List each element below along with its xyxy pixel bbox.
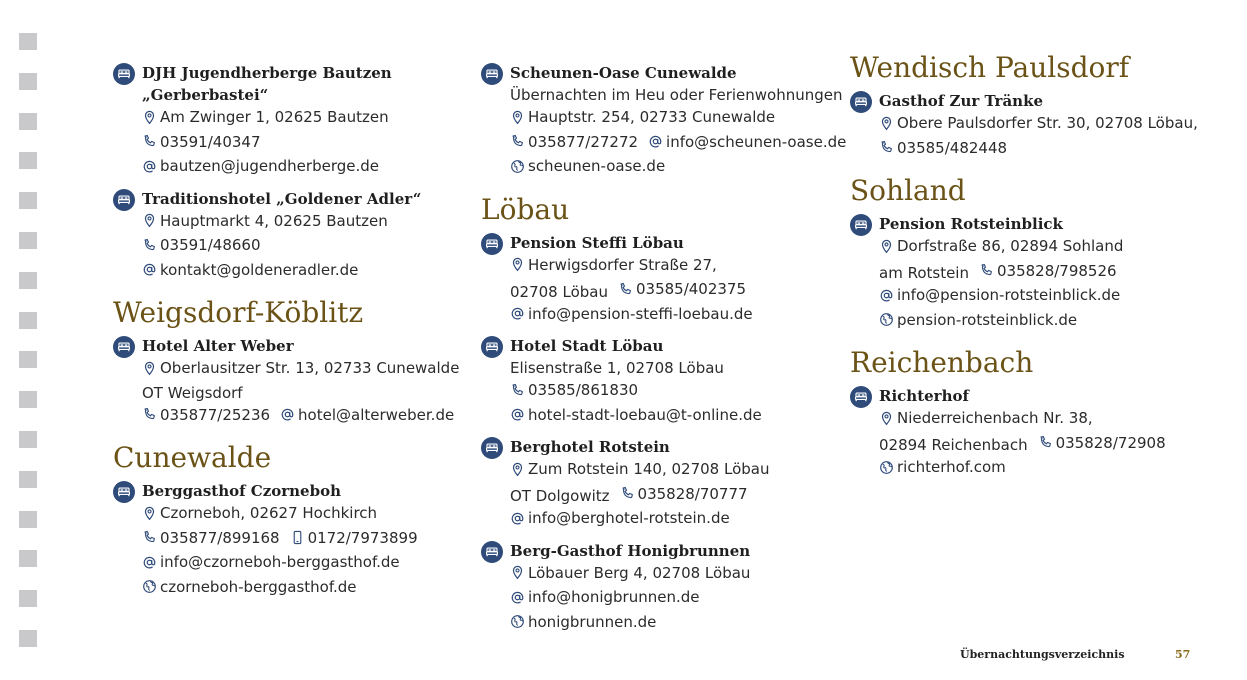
address-text: Am Zwinger 1, 02625 Bautzen xyxy=(160,108,389,126)
lodging-entry xyxy=(481,436,841,532)
address-text: Oberlausitzer Str. 13, 02733 Cunewalde xyxy=(160,359,460,377)
email-link[interactable]: info@pension-rotsteinblick.de xyxy=(897,286,1121,304)
region-heading: Weigsdorf-Köblitz xyxy=(113,296,364,329)
region-heading: Wendisch Paulsdorf xyxy=(850,51,1130,84)
globe-icon xyxy=(142,579,157,594)
contact-line xyxy=(510,404,841,429)
phone-number[interactable]: 035877/25236 xyxy=(160,405,271,424)
phone-number[interactable]: 035877/899168 xyxy=(160,528,280,547)
column-2 xyxy=(481,62,847,643)
binding-hole xyxy=(19,73,37,90)
lodging-name: Hotel Stadt Löbau xyxy=(510,337,664,355)
lodging-entry xyxy=(850,385,1210,481)
email-link[interactable]: hotel@alterweber.de xyxy=(298,405,455,424)
bed-icon xyxy=(113,63,135,85)
region-heading: Cunewalde xyxy=(113,441,272,474)
address-text: am Rotstein xyxy=(879,264,969,282)
binding-hole xyxy=(19,550,37,567)
contact-line xyxy=(142,527,463,552)
lodging-entry xyxy=(113,62,463,180)
bed-icon xyxy=(850,386,872,408)
email-link[interactable]: info@czorneboh-berggasthof.de xyxy=(160,553,400,571)
contact-line xyxy=(879,235,1210,260)
binding-hole xyxy=(19,471,37,488)
phone-number[interactable]: 03585/861830 xyxy=(528,381,639,399)
column-1 xyxy=(113,62,463,608)
contact-line xyxy=(510,303,841,328)
map-pin-icon xyxy=(879,411,894,426)
website-link[interactable]: richterhof.com xyxy=(897,458,1006,476)
binding-hole xyxy=(19,272,37,289)
phone-number[interactable]: 03591/48660 xyxy=(160,236,261,254)
phone-number[interactable]: 035828/72908 xyxy=(1055,433,1166,452)
contact-line xyxy=(142,210,463,235)
phone-number[interactable]: 03591/40347 xyxy=(160,132,261,151)
at-icon xyxy=(510,590,525,605)
lodging-entry xyxy=(113,335,463,428)
phone-icon xyxy=(142,134,157,149)
address-text: OT Weigsdorf xyxy=(142,383,243,402)
website-link[interactable]: honigbrunnen.de xyxy=(528,612,657,631)
address-text: Dorfstraße 86, 02894 Sohland xyxy=(897,237,1124,255)
bed-icon xyxy=(113,336,135,358)
contact-line xyxy=(879,432,1210,457)
lodging-name: Gasthof Zur Tränke xyxy=(879,92,1044,110)
phone-icon xyxy=(510,134,525,149)
mobile-number[interactable]: 0172/7973899 xyxy=(307,528,418,547)
address-text: Löbauer Berg 4, 02708 Löbau xyxy=(528,563,751,582)
contact-line xyxy=(142,131,463,156)
at-icon xyxy=(879,288,894,303)
contact-line xyxy=(510,458,841,483)
contact-line xyxy=(510,254,841,279)
map-pin-icon xyxy=(510,110,525,125)
phone-icon xyxy=(1038,435,1053,450)
contact-line xyxy=(510,611,841,636)
bed-icon xyxy=(481,437,503,459)
at-icon xyxy=(510,306,525,321)
contact-line xyxy=(879,260,1210,285)
bed-icon xyxy=(850,91,872,113)
binding-hole xyxy=(19,113,37,130)
phone-number[interactable]: 035828/70777 xyxy=(637,484,748,503)
contact-line xyxy=(510,131,847,156)
contact-line xyxy=(142,576,463,601)
lodging-entry xyxy=(481,540,841,636)
binding-hole xyxy=(19,232,37,249)
bed-icon xyxy=(113,481,135,503)
map-pin-icon xyxy=(142,361,157,376)
contact-line xyxy=(879,309,1210,334)
map-pin-icon xyxy=(879,239,894,254)
at-icon xyxy=(280,407,295,422)
bed-icon xyxy=(850,214,872,236)
contact-line xyxy=(510,84,841,106)
contact-line xyxy=(510,483,841,508)
contact-line xyxy=(879,137,1210,162)
lodging-name: Traditionshotel „Goldener Adler“ xyxy=(142,189,422,208)
lodging-name: Hotel Alter Weber xyxy=(142,337,294,355)
email-link[interactable]: info@pension-steffi-loebau.de xyxy=(528,304,753,323)
email-link[interactable]: info@berghotel-rotstein.de xyxy=(528,509,730,527)
contact-line xyxy=(142,551,463,576)
region-heading: Reichenbach xyxy=(850,346,1034,379)
at-icon xyxy=(142,159,157,174)
phone-icon xyxy=(979,263,994,278)
contact-line xyxy=(142,234,463,259)
contact-line xyxy=(142,404,463,429)
address-text: Übernachten im Heu oder Ferienwohnungen xyxy=(510,86,843,104)
binding-hole xyxy=(19,312,37,329)
lodging-name: Berg-Gasthof Honigbrunnen xyxy=(510,541,751,560)
contact-line xyxy=(510,278,841,303)
globe-icon xyxy=(879,312,894,327)
map-pin-icon xyxy=(142,213,157,228)
phone-number[interactable]: 03585/402375 xyxy=(635,280,747,298)
address-text: Elisenstraße 1, 02708 Löbau xyxy=(510,359,724,377)
phone-icon xyxy=(142,407,157,422)
address-text: 02894 Reichenbach xyxy=(879,436,1028,454)
email-link[interactable]: info@honigbrunnen.de xyxy=(528,588,700,606)
contact-line xyxy=(142,106,463,131)
bed-icon xyxy=(481,63,503,85)
contact-line xyxy=(879,284,1210,309)
phone-icon xyxy=(510,383,525,398)
lodging-name: Pension Steffi Löbau xyxy=(510,233,684,252)
phone-icon xyxy=(142,530,157,545)
globe-icon xyxy=(879,460,894,475)
address-text: Zum Rotstein 140, 02708 Löbau xyxy=(528,460,770,478)
bed-icon xyxy=(481,336,503,358)
column-3 xyxy=(850,50,1210,489)
binding-hole xyxy=(19,152,37,169)
phone-icon xyxy=(879,140,894,155)
email-link[interactable]: bautzen@jugendherberge.de xyxy=(160,157,379,175)
map-pin-icon xyxy=(510,462,525,477)
mobile-phone-icon xyxy=(290,530,305,545)
region-heading: Sohland xyxy=(850,174,966,207)
contact-line xyxy=(510,562,841,587)
binding-hole xyxy=(19,590,37,607)
page-number: 57 xyxy=(1175,648,1191,661)
address-text: Hauptstr. 254, 02733 Cunewalde xyxy=(528,108,776,126)
binding-hole xyxy=(19,511,37,528)
lodging-name: Berghotel Rotstein xyxy=(510,438,670,456)
email-link[interactable]: hotel-stadt-loebau@t-online.de xyxy=(528,405,762,424)
lodging-entry xyxy=(481,62,847,180)
binding-holes xyxy=(19,33,39,670)
binding-hole xyxy=(19,391,37,408)
region-heading: Löbau xyxy=(481,192,570,226)
phone-number[interactable]: 035877/27272 xyxy=(528,132,639,151)
lodging-entry xyxy=(113,480,463,600)
map-pin-icon xyxy=(879,116,894,131)
contact-line xyxy=(510,106,841,131)
phone-number[interactable]: 03585/482448 xyxy=(897,138,1008,157)
globe-icon xyxy=(510,614,525,629)
contact-line xyxy=(142,502,463,527)
footer-title: Übernachtungsverzeichnis xyxy=(960,648,1125,661)
lodging-entry xyxy=(113,188,463,284)
email-link[interactable]: kontakt@goldeneradler.de xyxy=(160,260,359,279)
binding-hole xyxy=(19,630,37,647)
at-icon xyxy=(510,407,525,422)
contact-line xyxy=(510,379,841,404)
phone-icon xyxy=(620,486,635,501)
phone-icon xyxy=(618,282,633,297)
at-icon xyxy=(142,262,157,277)
contact-line xyxy=(142,357,463,382)
contact-line xyxy=(879,456,1210,481)
globe-icon xyxy=(510,159,525,174)
contact-line xyxy=(142,259,463,284)
address-text: Hauptmarkt 4, 02625 Bautzen xyxy=(160,211,388,230)
contact-line xyxy=(510,507,841,532)
lodging-name: DJH Jugendherberge Bautzen xyxy=(142,64,392,82)
map-pin-icon xyxy=(510,565,525,580)
lodging-name: Berggasthof Czorneboh xyxy=(142,482,341,500)
lodging-entry xyxy=(481,335,841,428)
map-pin-icon xyxy=(142,506,157,521)
address-text: OT Dolgowitz xyxy=(510,487,610,505)
website-link[interactable]: pension-rotsteinblick.de xyxy=(897,310,1078,329)
address-text: Niederreichenbach Nr. 38, xyxy=(897,409,1093,427)
address-text: Czorneboh, 02627 Hochkirch xyxy=(160,504,378,522)
map-pin-icon xyxy=(510,257,525,272)
at-icon xyxy=(142,555,157,570)
email-link[interactable]: info@scheunen-oase.de xyxy=(666,132,847,151)
at-icon xyxy=(648,134,663,149)
contact-line xyxy=(142,155,463,180)
contact-line xyxy=(879,407,1210,432)
binding-hole xyxy=(19,351,37,368)
bed-icon xyxy=(481,233,503,255)
website-link[interactable]: czorneboh-berggasthof.de xyxy=(160,577,357,596)
lodging-entry xyxy=(850,213,1210,333)
phone-icon xyxy=(142,238,157,253)
lodging-entry xyxy=(481,232,841,328)
lodging-name: Pension Rotsteinblick xyxy=(879,215,1063,233)
contact-line xyxy=(510,155,841,180)
binding-hole xyxy=(19,192,37,209)
phone-number[interactable]: 035828/798526 xyxy=(996,261,1117,280)
address-text: Obere Paulsdorfer Str. 30, 02708 Löbau, xyxy=(897,114,1198,132)
binding-hole xyxy=(19,33,37,50)
lodging-name: Scheunen-Oase Cunewalde xyxy=(510,64,737,82)
contact-line xyxy=(879,112,1210,137)
contact-line xyxy=(510,586,841,611)
address-text: 02708 Löbau xyxy=(510,282,608,301)
bed-icon xyxy=(481,541,503,563)
binding-hole xyxy=(19,431,37,448)
bed-icon xyxy=(113,189,135,211)
map-pin-icon xyxy=(142,110,157,125)
contact-line xyxy=(510,357,841,379)
address-text: Herwigsdorfer Straße 27, xyxy=(528,255,717,274)
at-icon xyxy=(510,511,525,526)
lodging-name: „Gerberbastei“ xyxy=(142,86,269,104)
contact-line xyxy=(142,382,463,404)
lodging-entry xyxy=(850,90,1210,161)
lodging-name: Richterhof xyxy=(879,387,969,405)
website-link[interactable]: scheunen-oase.de xyxy=(528,157,666,175)
